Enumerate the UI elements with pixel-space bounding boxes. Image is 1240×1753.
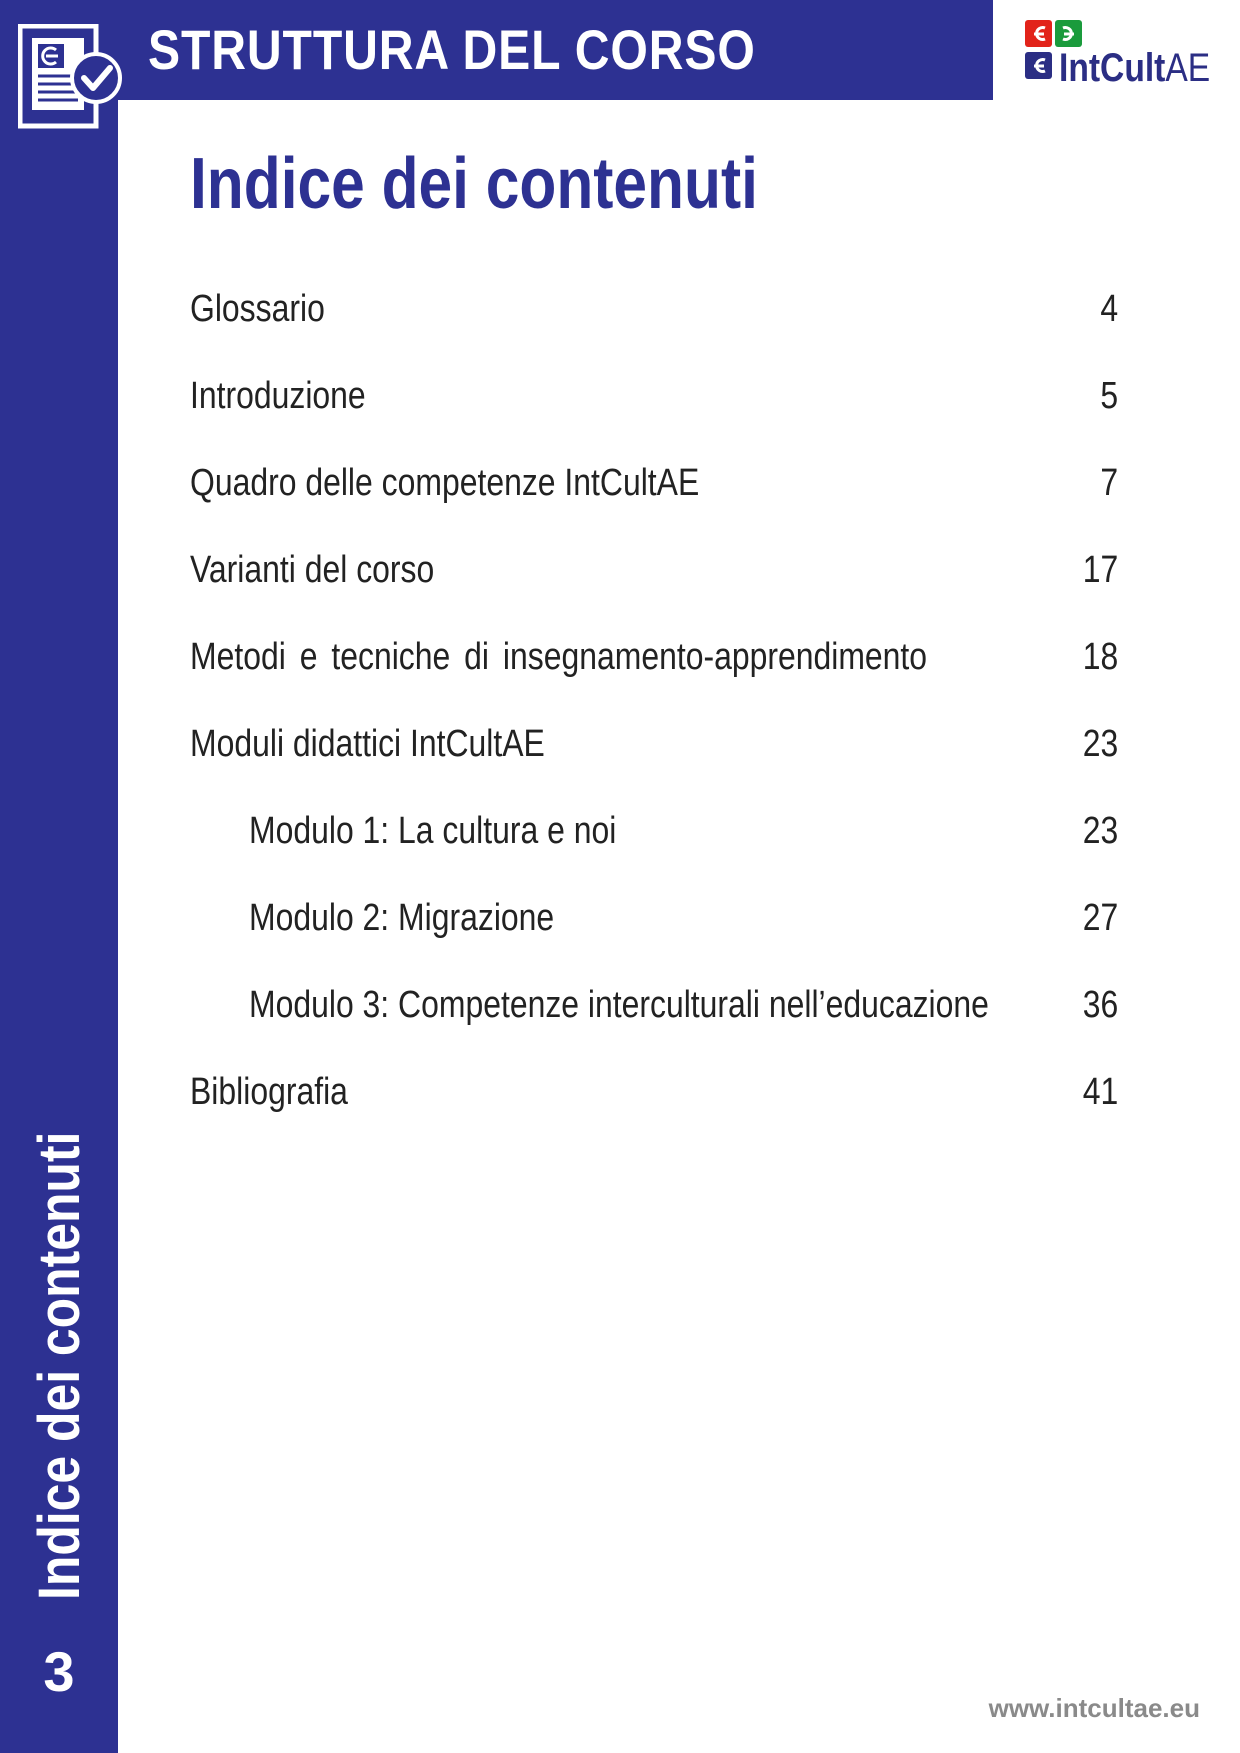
toc-item-page: 27	[1082, 897, 1118, 939]
document-check-icon	[18, 24, 124, 132]
toc-item[interactable]	[190, 720, 1118, 768]
toc-item[interactable]	[190, 285, 1118, 333]
toc-item-page: 17	[1082, 549, 1118, 591]
toc-item-page: 41	[1082, 1071, 1118, 1113]
page-number: 3	[43, 1640, 75, 1703]
toc-item-label: Bibliografia	[190, 1071, 348, 1113]
toc-item-label: Introduzione	[190, 375, 366, 417]
toc-item-label: Moduli didattici IntCultAE	[190, 723, 545, 765]
toc-item-label: Modulo 1: La cultura e noi	[249, 810, 617, 852]
toc-item-page: 5	[1100, 375, 1118, 417]
toc-item-page: 36	[1082, 984, 1118, 1026]
toc-subitem[interactable]	[249, 894, 1118, 942]
toc-item-page: 23	[1082, 810, 1118, 852]
toc-item[interactable]	[190, 546, 1118, 594]
toc-item-label: Modulo 3: Competenze interculturali nell’educazione	[249, 984, 989, 1026]
footer-website-link[interactable]: www.intcultae.eu	[988, 1693, 1200, 1723]
sidebar-vertical-title-text: Indice dei contenuti	[27, 1131, 92, 1600]
page-title: Indice dei contenuti	[190, 144, 758, 224]
intcultae-logo	[1025, 18, 1225, 88]
sidebar-vertical-title	[28, 1000, 92, 1600]
toc-item-label: Glossario	[190, 288, 325, 330]
section-title: STRUTTURA DEL CORSO	[148, 18, 756, 81]
toc-item[interactable]	[190, 372, 1118, 420]
logo-text-light: AE	[1165, 46, 1211, 90]
toc-item[interactable]	[190, 459, 1118, 507]
toc-item-label: Quadro delle competenze IntCultAE	[190, 462, 700, 504]
toc-subitem[interactable]	[249, 807, 1118, 855]
toc-item-page: 23	[1082, 723, 1118, 765]
toc-item-label: Metodi e tecniche di insegnamento-apprendimento	[190, 636, 928, 678]
toc-item-page: 4	[1100, 288, 1118, 330]
toc-item-page: 18	[1082, 636, 1118, 678]
toc-item-label: Varianti del corso	[190, 549, 435, 591]
toc-item[interactable]	[190, 633, 1118, 681]
toc-item[interactable]	[190, 1068, 1118, 1116]
toc-subitem[interactable]	[249, 981, 1118, 1029]
toc-item-label: Modulo 2: Migrazione	[249, 897, 555, 939]
toc-item-page: 7	[1100, 462, 1118, 504]
logo-text-bold: IntCult	[1059, 46, 1166, 90]
logo-text	[1059, 46, 1210, 90]
